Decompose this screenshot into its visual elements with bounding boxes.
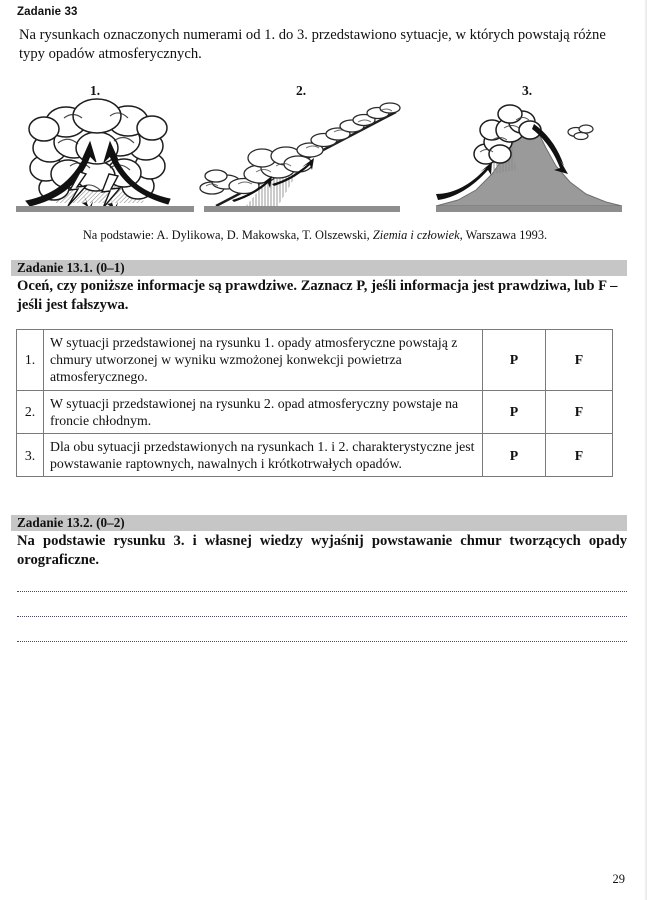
answer-line-3[interactable] [17,641,627,642]
citation-title: Ziemia i człowiek [372,228,460,242]
subtask-131-header-bar [11,260,627,276]
row-1-option-false[interactable]: F [546,330,613,391]
task-intro-text: Na rysunkach oznaczonych numerami od 1. do 3. przedstawiono sytuacje, w których powstają różne typy opadów atmosferycznych. [19,27,606,62]
row-statement: W sytuacji przedstawionej na rysunku 2. opad atmosferyczny powstaje na froncie chłodnym. [44,390,483,433]
table-row [17,330,613,391]
row-statement: Dla obu sytuacji przedstawionych na rysunkach 1. i 2. charakterystyczne jest powstawanie raptownych, nawalnych i krótkotrwałych opadów. [44,434,483,477]
row-index: 2. [17,390,44,433]
row-3-option-false[interactable]: F [546,434,613,477]
row-index: 3. [17,434,44,477]
row-statement: W sytuacji przedstawionej na rysunku 1. opady atmosferyczne powstają z chmury utworzonej w wyniku wzmożonej konwekcji powietrza atmosferycznego. [44,330,483,391]
subtask-132-header-bar [11,515,627,531]
row-2-option-true[interactable]: P [483,390,546,433]
figure-label-2: 2. [296,83,307,98]
figure-2-warm-front-diagram [198,96,410,220]
figure-3-orographic-diagram [430,96,630,220]
row-2-option-false[interactable]: F [546,390,613,433]
row-3-option-true[interactable]: P [483,434,546,477]
citation-prefix: Na podstawie: A. Dylikowa, D. Makowska, T. Olszewski, [82,228,373,242]
subtask-132-header: Zadanie 13.2. (0–2) [17,515,125,530]
table-row [17,390,613,433]
true-false-table [16,329,613,477]
answer-line-2[interactable] [17,616,627,617]
page-number: 29 [612,872,625,886]
source-citation [0,228,630,243]
row-index: 1. [17,330,44,391]
subtask-131-instruction: Oceń, czy poniższe informacje są prawdziwe. Zaznacz P, jeśli informacja jest prawdziwa, lub F – jeśli jest fałszywa. [17,278,618,313]
answer-line-1[interactable] [17,591,627,592]
figure-1-convection-diagram [10,96,200,220]
row-1-option-true[interactable]: P [483,330,546,391]
citation-suffix: , Warszawa 1993. [459,228,548,242]
page-title: Zadanie 33 [17,6,78,18]
subtask-132-instruction: Na podstawie rysunku 3. i własnej wiedzy wyjaśnij powstawanie chmur tworzących opady orograficzne. [17,533,627,568]
figure-label-1: 1. [90,83,101,98]
figure-label-3: 3. [522,83,533,98]
subtask-131-header: Zadanie 13.1. (0–1) [17,260,125,275]
table-row [17,434,613,477]
